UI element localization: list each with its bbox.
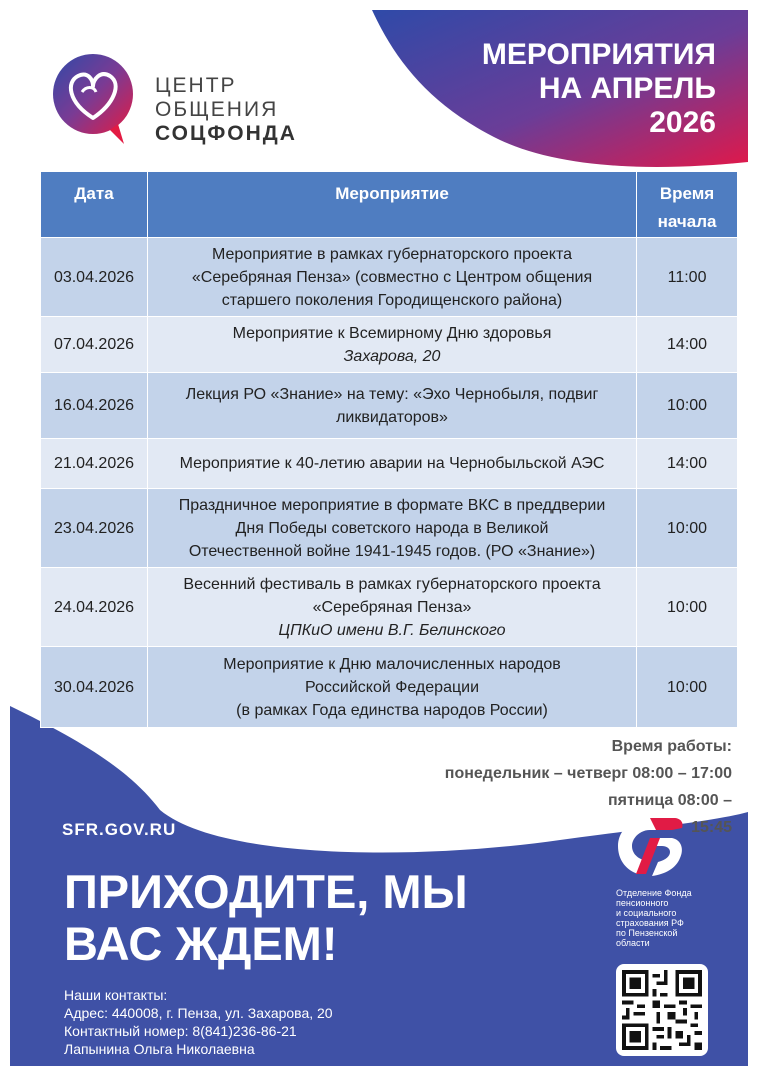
row-time: 14:00 <box>637 439 738 489</box>
event-line: Мероприятие к 40-летию аварии на Чернобыльской АЭС <box>179 455 605 472</box>
sfr-caption <box>616 888 736 948</box>
event-place: ЦПКиО имени В.Г. Белинского <box>278 621 506 639</box>
centre-logo-icon <box>48 52 138 144</box>
row-event <box>147 373 636 439</box>
row-date: 21.04.2026 <box>41 439 148 489</box>
qr-code-icon <box>622 970 702 1050</box>
website-link[interactable]: SFR.GOV.RU <box>62 820 177 839</box>
qr-code[interactable] <box>616 964 708 1056</box>
title-line-1: МЕРОПРИЯТИЯ <box>481 38 716 71</box>
event-line: ликвидаторов» <box>336 408 448 426</box>
header-time-line-2: начала <box>657 212 717 231</box>
row-time: 14:00 <box>637 317 738 373</box>
table-row <box>41 317 738 373</box>
row-event <box>147 238 636 317</box>
contacts-block <box>64 986 333 1058</box>
logo-line-1: ЦЕНТР <box>155 74 237 97</box>
page-title <box>416 38 716 140</box>
row-event <box>147 568 636 647</box>
contacts-address: Адрес: 440008, г. Пенза, ул. Захарова, 20 <box>64 1005 333 1021</box>
event-line: «Серебряная Пенза» (совместно с Центром общения <box>191 268 593 286</box>
sfr-logo-icon <box>612 816 688 878</box>
slogan <box>64 866 468 970</box>
row-date: 23.04.2026 <box>41 489 148 568</box>
title-line-3: 2026 <box>649 106 716 139</box>
event-line: старшего поколения Городищенского района) <box>221 291 563 309</box>
event-line: Дня Победы советского народа в Великой <box>235 519 549 537</box>
table-row <box>41 489 738 568</box>
sfr-caption-line: пенсионного <box>616 898 669 908</box>
row-date: 07.04.2026 <box>41 317 148 373</box>
header-event: Мероприятие <box>147 172 636 238</box>
title-line-2: НА АПРЕЛЬ <box>538 72 716 105</box>
sfr-caption-line: страхования РФ <box>616 918 684 928</box>
events-table <box>40 171 738 728</box>
table-row <box>41 238 738 317</box>
table-row <box>41 439 738 489</box>
hours-friday-line-1: пятница 08:00 – <box>608 792 732 809</box>
event-line: Отечественной войне 1941-1945 годов. (РО «Знание») <box>188 542 596 560</box>
event-line: Мероприятие к Дню малочисленных народов <box>223 655 561 673</box>
header-date: Дата <box>41 172 148 238</box>
event-line: Весенний фестиваль в рамках губернаторского проекта <box>183 575 601 593</box>
row-date: 16.04.2026 <box>41 373 148 439</box>
event-line: «Серебряная Пенза» <box>312 598 472 616</box>
sfr-caption-line: и социального <box>616 908 677 918</box>
sfr-caption-line: по Пензенской <box>616 928 678 938</box>
header-time-line-1: Время <box>659 184 715 203</box>
row-date: 03.04.2026 <box>41 238 148 317</box>
row-time: 10:00 <box>637 489 738 568</box>
row-date: 24.04.2026 <box>41 568 148 647</box>
row-event <box>147 647 636 728</box>
hours-friday-line-2: 15:45 <box>691 819 732 836</box>
event-line: Лекция РО «Знание» на тему: «Эхо Чернобыля, подвиг <box>185 385 599 403</box>
slogan-line-1: ПРИХОДИТЕ, МЫ <box>64 865 468 918</box>
row-date: 30.04.2026 <box>41 647 148 728</box>
hours-weekdays: понедельник – четверг 08:00 – 17:00 <box>444 765 732 782</box>
sfr-caption-line: области <box>616 938 650 948</box>
table-row <box>41 568 738 647</box>
header-time <box>637 172 738 238</box>
event-line: (в рамках Года единства народов России) <box>236 701 548 719</box>
row-time: 10:00 <box>637 568 738 647</box>
logo-line-2: ОБЩЕНИЯ <box>155 98 279 121</box>
event-line: Мероприятие в рамках губернаторского проекта <box>212 245 573 263</box>
row-time: 11:00 <box>637 238 738 317</box>
logo-line-3: СОЦФОНДА <box>155 122 297 145</box>
row-time: 10:00 <box>637 647 738 728</box>
centre-logo-text <box>155 74 297 146</box>
sfr-caption-line: Отделение Фонда <box>616 888 692 898</box>
event-line: Праздничное мероприятие в формате ВКС в преддверии <box>178 496 606 514</box>
row-event <box>147 489 636 568</box>
row-event <box>147 439 636 489</box>
working-hours <box>445 733 732 841</box>
contacts-title: Наши контакты: <box>64 987 168 1003</box>
contacts-phone: Контактный номер: 8(841)236-86-21 <box>64 1023 297 1039</box>
table-row <box>41 373 738 439</box>
table-header-row <box>41 172 738 238</box>
event-place: Захарова, 20 <box>343 347 441 365</box>
hours-title: Время работы: <box>611 738 732 755</box>
event-line: Российской Федерации <box>305 678 479 696</box>
table-row <box>41 647 738 728</box>
event-line: Мероприятие к Всемирному Дню здоровья <box>232 324 552 342</box>
row-time: 10:00 <box>637 373 738 439</box>
contacts-person: Лапынина Ольга Николаевна <box>64 1041 255 1057</box>
row-event <box>147 317 636 373</box>
slogan-line-2: ВАС ЖДЕМ! <box>64 917 338 970</box>
